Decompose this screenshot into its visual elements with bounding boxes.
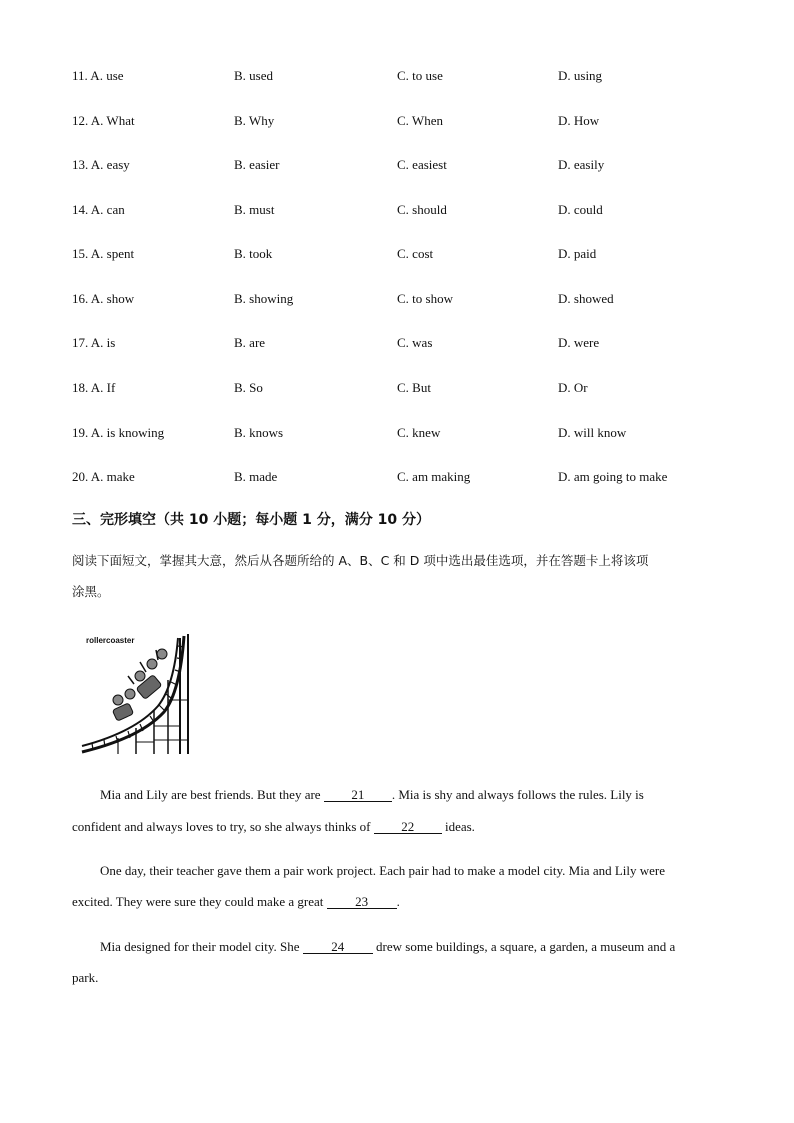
option-a: 16. A. show xyxy=(72,291,135,306)
option-b: B. are xyxy=(234,335,266,350)
option-b: B. So xyxy=(234,380,263,395)
option-c: C. But xyxy=(397,380,431,395)
passage-p2-line2 xyxy=(72,894,400,910)
option-a: 13. A. easy xyxy=(72,157,130,172)
answer-blank-22: 22 xyxy=(374,820,442,834)
rollercoaster-drawing xyxy=(80,630,194,756)
option-c: C. cost xyxy=(397,246,434,261)
option-a: 18. A. If xyxy=(72,380,116,395)
passage-text: . xyxy=(396,894,400,909)
option-a: 20. A. make xyxy=(72,469,135,484)
passage-text: Mia and Lily are best friends. But they are xyxy=(100,787,324,802)
passage-text: excited. They were sure they could make a great xyxy=(72,894,327,909)
passage-text: ideas. xyxy=(441,819,475,834)
option-d: D. could xyxy=(558,202,603,217)
option-a: 15. A. spent xyxy=(72,246,135,261)
rollercoaster-illustration xyxy=(80,630,194,756)
passage-text: Mia designed for their model city. She xyxy=(100,939,303,954)
option-d: D. were xyxy=(558,335,600,350)
option-row-14 xyxy=(0,202,794,222)
option-d: D. paid xyxy=(558,246,597,261)
option-c: C. am making xyxy=(397,469,471,484)
option-row-13 xyxy=(0,157,794,177)
passage-p3-line1 xyxy=(100,939,675,955)
option-c: C. should xyxy=(397,202,447,217)
passage-p1-line2 xyxy=(72,819,475,835)
option-b: B. used xyxy=(234,68,273,83)
option-row-18 xyxy=(0,380,794,400)
option-d: D. showed xyxy=(558,291,614,306)
option-row-15 xyxy=(0,246,794,266)
option-c: C. easiest xyxy=(397,157,447,172)
answer-blank-24: 24 xyxy=(303,940,373,954)
passage-p3-line2: park. xyxy=(72,970,99,985)
option-a: 19. A. is knowing xyxy=(72,425,165,440)
instruction-line-2: 涂黑。 xyxy=(72,584,110,599)
passage-text: drew some buildings, a square, a garden, a museum and a xyxy=(372,939,676,954)
option-row-12 xyxy=(0,113,794,133)
option-c: C. knew xyxy=(397,425,441,440)
answer-blank-21: 21 xyxy=(324,788,392,802)
option-c: C. to use xyxy=(397,68,443,83)
option-d: D. using xyxy=(558,68,603,83)
instruction-line-1: 阅读下面短文，掌握其大意，然后从各题所给的 A、B、C 和 D 项中选出最佳选项，并在答题卡上将该项 xyxy=(72,553,649,568)
option-a: 14. A. can xyxy=(72,202,125,217)
option-d: D. Or xyxy=(558,380,588,395)
option-row-17 xyxy=(0,335,794,355)
option-b: B. took xyxy=(234,246,273,261)
option-c: C. When xyxy=(397,113,443,128)
option-row-11 xyxy=(0,68,794,88)
option-a: 17. A. is xyxy=(72,335,116,350)
option-d: D. How xyxy=(558,113,600,128)
option-a: 11. A. use xyxy=(72,68,124,83)
option-c: C. to show xyxy=(397,291,453,306)
option-b: B. easier xyxy=(234,157,280,172)
option-d: D. easily xyxy=(558,157,605,172)
option-b: B. Why xyxy=(234,113,275,128)
option-c: C. was xyxy=(397,335,433,350)
passage-p1-line1 xyxy=(100,787,644,803)
option-b: B. made xyxy=(234,469,278,484)
option-row-20 xyxy=(0,469,794,489)
option-d: D. will know xyxy=(558,425,627,440)
section-title: 三、完形填空（共 10 小题；每小题 1 分，满分 10 分） xyxy=(72,512,430,528)
option-a: 12. A. What xyxy=(72,113,135,128)
passage-text: confident and always loves to try, so she always thinks of xyxy=(72,819,374,834)
figure-label: rollercoaster xyxy=(86,636,135,645)
passage-p2-line1: One day, their teacher gave them a pair work project. Each pair had to make a model city. Mia and Lily were xyxy=(100,863,666,878)
answer-blank-23: 23 xyxy=(327,895,397,909)
option-b: B. must xyxy=(234,202,275,217)
passage-text: . Mia is shy and always follows the rules. Lily is xyxy=(391,787,644,802)
option-row-16 xyxy=(0,291,794,311)
option-row-19 xyxy=(0,425,794,445)
option-b: B. showing xyxy=(234,291,294,306)
option-b: B. knows xyxy=(234,425,284,440)
option-d: D. am going to make xyxy=(558,469,668,484)
